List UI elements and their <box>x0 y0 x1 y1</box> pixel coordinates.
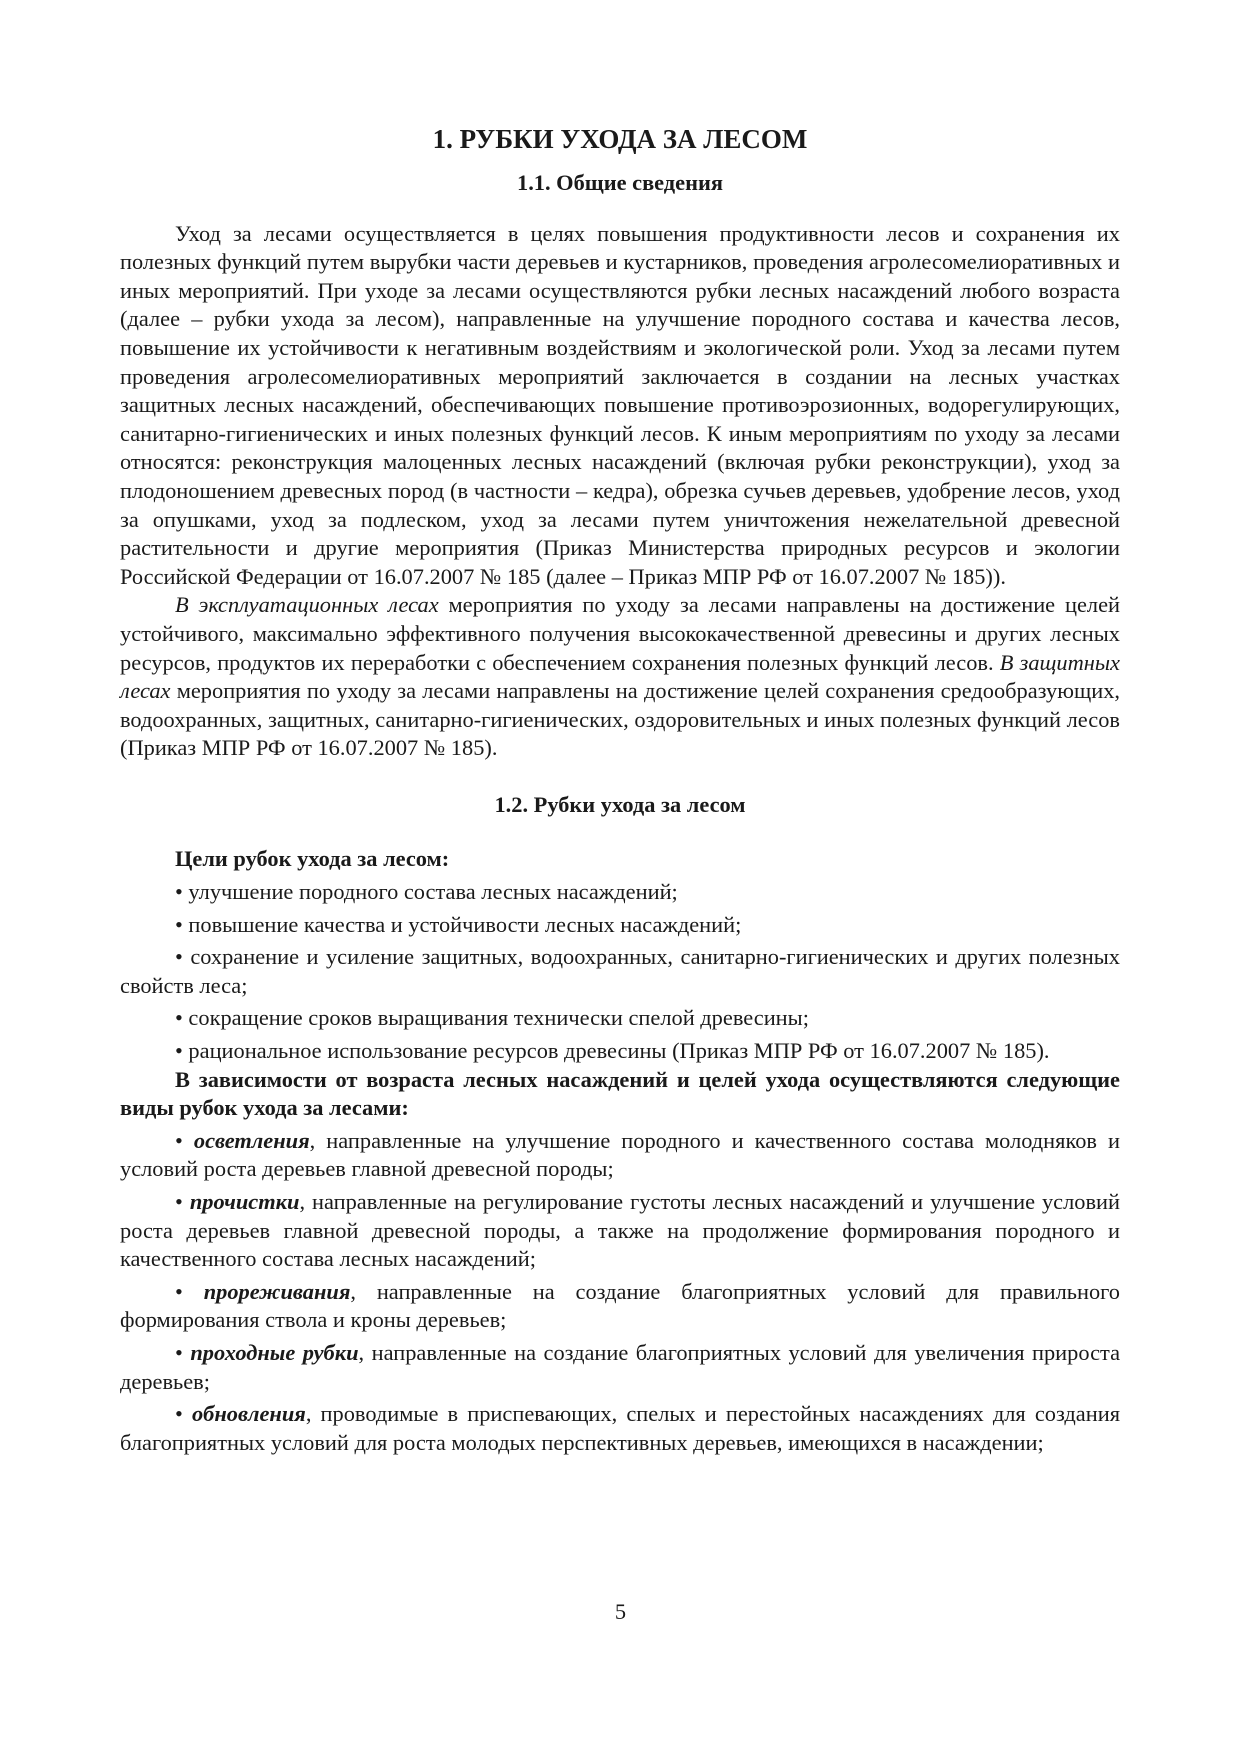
bullet: • <box>175 1278 204 1304</box>
type-item-passage-cutting <box>120 1339 1120 1396</box>
page-number: 5 <box>614 1599 627 1624</box>
goal-item: • сокращение сроков выращивания технически спелой древесины; <box>175 1005 809 1031</box>
italic-exploitation-forests: В эксплуатационных лесах <box>175 592 439 618</box>
italic-protective-forests: В защитных лесах <box>120 649 1120 704</box>
type-term: прореживания <box>203 1278 351 1304</box>
bullet: • <box>175 1339 191 1365</box>
paragraph-forest-types <box>120 591 1120 763</box>
paragraph-forest-types-text2: мероприятия по уходу за лесами направлены на достижение целей сохранения средообразующих, водоохранных, защитных, санитарно-гигиенических, оздоровительных и иных полезных функций лесов (Приказ МПР РФ от 16.07.2007 № 185). <box>120 678 1120 761</box>
bullet: • <box>175 1401 192 1427</box>
bullet: • <box>175 1189 190 1214</box>
type-term: осветления <box>193 1127 310 1153</box>
goal-item: • сохранение и усиление защитных, водоохранных, санитарно-гигиенических и других полезных свойств леса; <box>120 944 1120 998</box>
type-item-thinning <box>120 1278 1120 1335</box>
types-heading: В зависимости от возраста лесных насаждений и целей ухода осуществляются следующие виды рубок ухода за лесами: <box>120 1066 1120 1121</box>
type-description: , направленные на регулирование густоты лесных насаждений и улучшение условий роста деревьев главной древесной породы, а также на продолжение формирования породного и качественного состава лесных насаждений; <box>120 1189 1121 1272</box>
section-title-general: 1.1. Общие сведения <box>517 170 723 195</box>
goal-item: • улучшение породного состава лесных насаждений; <box>175 879 678 905</box>
section-title-thinning: 1.2. Рубки ухода за лесом <box>494 791 746 817</box>
type-description: , направленные на улучшение породного и качественного состава молодняков и условий роста деревьев главной древесной породы; <box>120 1127 1120 1182</box>
goal-item: • рациональное использование ресурсов древесины (Приказ МПР РФ от 16.07.2007 № 185). <box>175 1038 1050 1064</box>
bullet: • <box>175 1127 194 1153</box>
type-term: прочистки <box>189 1189 300 1214</box>
type-description: , проводимые в приспевающих, спелых и перестойных насаждениях для создания благоприятных условий для роста молодых перспективных деревьев, имеющихся в насаждении; <box>120 1401 1121 1455</box>
paragraph-forest-types-text1: мероприятия по уходу за лесами направлены на достижение целей устойчивого, максимально эффективного получения высококачественной древесины и других лесных ресурсов, продуктов их переработки с обеспечением сохранения полезных функций лесов. <box>120 592 1120 675</box>
goals-heading: Цели рубок ухода за лесом: <box>175 846 450 872</box>
paragraph-general-info: Уход за лесами осуществляется в целях повышения продуктивности лесов и сохранения их полезных функций путем вырубки части деревьев и кустарников, проведения агролесомелиоративных и иных мероприятий. При уходе за лесами осуществляются рубки лесных насаждений любого возраста (далее – рубки ухода за лесом), направленные на улучшение породного состава и качества лесов, повышение их устойчивости к негативным воздействиям и экологической роли. Уход за лесами путем проведения агролесомелиоративных мероприятий заключается в создании на лесных участках защитных лесных насаждений, обеспечивающих повышение противоэрозионных, водорегулирующих, санитарно-гигиенических и иных полезных функций лесов. К иным мероприятиям по уходу за лесами относятся: реконструкция малоценных лесных насаждений (включая рубки реконструкции), уход за плодоношением древесных пород (в частности – кедра), обрезка сучьев деревьев, удобрение лесов, уход за опушками, уход за подлеском, уход за лесами путем уничтожения нежелательной древесной растительности и другие мероприятия (Приказ Министерства природных ресурсов и экологии Российской Федерации от 16.07.2007 № 185 (далее – Приказ МПР РФ от 16.07.2007 № 185)). <box>120 220 1120 589</box>
type-description: , направленные на создание благоприятных условий для правильного формирования ствола и кроны деревьев; <box>120 1278 1120 1333</box>
type-item-cleaning <box>120 1188 1120 1274</box>
chapter-title: 1. РУБКИ УХОДА ЗА ЛЕСОМ <box>432 124 808 154</box>
type-description: , направленные на создание благоприятных условий для увеличения прироста деревьев; <box>120 1339 1121 1394</box>
type-term: проходные рубки <box>190 1339 359 1365</box>
type-term: обновления <box>191 1401 306 1427</box>
page-content <box>120 110 1120 1457</box>
type-item-clearing <box>120 1127 1120 1184</box>
goal-item: • повышение качества и устойчивости лесных насаждений; <box>175 911 742 937</box>
type-item-renewal <box>120 1400 1120 1457</box>
